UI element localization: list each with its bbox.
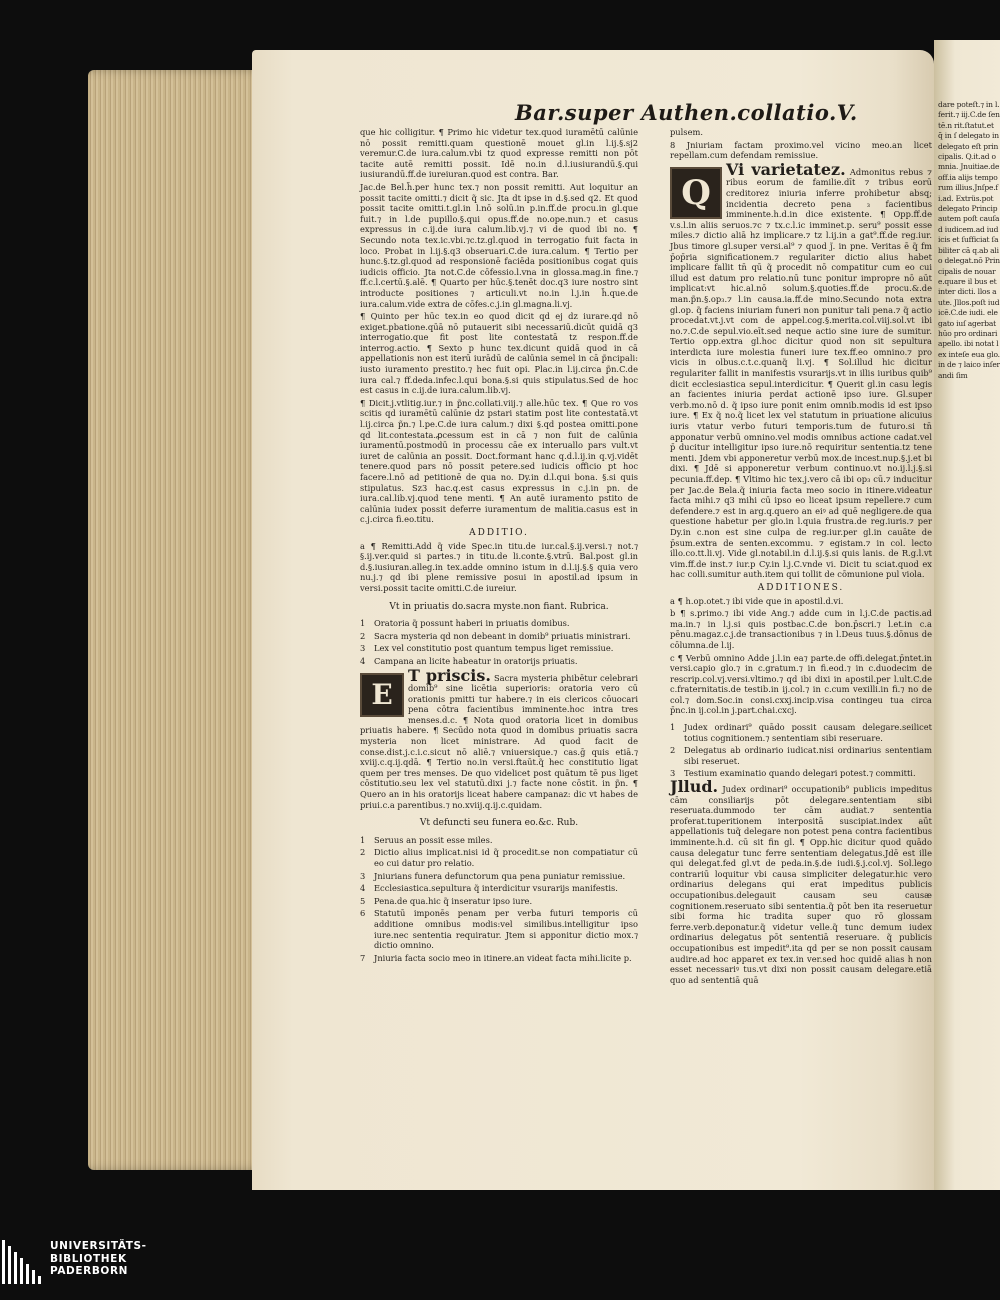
- summary-item: 1 Oratoria q̃ possunt haberi in priuatis domibus.: [360, 618, 570, 629]
- library-name-line: BIBLIOTHEK: [50, 1252, 127, 1265]
- right-text-column: [670, 127, 932, 987]
- section-body: [360, 665, 639, 811]
- rubric-heading: Vt in priuatis do.sacra myste.non fiant. Rubrica.: [389, 601, 609, 612]
- paragraph: Jac.de Bel.h̃.per hunc tex.⁊ non possit remitti. Aut loquitur an possit tacite omitti.⁊ dicit q̃ sic. Jta dt ipse in d.§.sed q2. Et quod possit tacite omitti.t.gl.in l.nō solū.in p.in.ff.de procu.in gl.que fuit.⁊ in l.de pupillo.§.qui opus.ff.de no.ope.nun.⁊ et casus expressus in c.ij.de iura calum.lib.vj.⁊ vi de quod ibi no. ¶ Secundo nota tex.ic.vbi.⁊c.tz.gl.quod in terrogatio fuit facta in loco. Probat in l.ij.§.q3 obseruari.C.de iura.calum. ¶ Tertio per hunc.§.tz.gl.quod ad responsionē faciēda positionibus cogat quis iudicis officio. Jta not.C.de cōfessio.l.vna in glossa.mag.in fine.⁊ ff.c.l.certū.§.alē. ¶ Quarto per hūc.§.tenēt doc.q3 iure nostro sint introducte positiones ⁊ articuli.vt no.in l.j.in h̃.que.de iura.calum.vide extra de cōfes.c.j.in gl.magna.li.vj.: [360, 181, 638, 309]
- summary-item: 4 Ecclesiastica.sepultura q̃ interdicitur vsurarijs manifestis.: [360, 883, 618, 894]
- paragraph: que hic colligitur. ¶ Primo hic videtur tex.quod iuramētū calūnie nō possit remitti.quam questionē mouet gl.in l.ij.§.sj2 veremur.C.de iura.calum.vbi tz quod expresse remitti non pōt tacite autē remitti possit. Idē no.in d.l.iusiurandū.§.qui iusiurandū.ff.de iureiuran.quod est contra. Bar.: [360, 127, 638, 180]
- summary-list-2: [360, 835, 638, 964]
- additions-heading: ADDITIONES.: [757, 582, 845, 593]
- summary-item: 2 Delegatus ab ordinario iudicat.nisi ordinarius sententiam sibi reseruet.: [670, 745, 932, 766]
- summary-item: 1 Seruus an possit esse miles.: [360, 834, 493, 845]
- opening-word: Vi varietatez.: [726, 159, 846, 179]
- right-page-text: dare poteſt.⁊ in l. ferit.⁊ iij.C.de ſentē.n rit.ſtatut.et q̃ in ſ delegato in delegato eſt principalis. Q.it.ad omnia. Jnuitiae.de off.ia alijs temporum illius.Jnſpe.fi.ad. Extrüs.pot delegato Princip autem poſt cauſa d iudicem.ad iudicis et ſufficiat ſabiliter cā q.ab alio delegat.nō Principalis de nouare.quare il bus et inter dicti. llos aute. Jllos.poſt iudicē.C.de iudi. elegato iuſ agerbat hūo pro ordinari apello. ibi notat lex inteſe eua glo.in de ⁊ laico inſerandi ſim: [938, 100, 1000, 380]
- body-text: Admonitus rebus ⁊ ribus eorum de familie.dīt ⁊ tribus eorū creditorez iniuria inferre prohibetur absq; incidentia decreto pena ₃ facientibus imminente.h.d.in dice existente. ¶ Opp.ff.de v.s.l.in aliis seruos.⁊c ⁊ tx.c.l.ic imminet.p. seru⁹ possit esse miles.⁊ dictio aliā hz implicare.⁊ tz l.ij.in a gat⁹.ff.de reg.iur. Jbus timore gl.super versi.al⁹ ⁊ quod j̃. in pne. Veritas ē q̃ fm p̄op̄ria significationem.⁊ regulariter dictio alius habet implicare fallit tn̄ qū q̃ procedit nō compatitur cum eo cui illud est datum pro relatio.nū tunc ponitur impropre nō aūt implicat:vt hic.al.nō solum.§.quoties.ff.de procu.&.de man.p̃n.§.op₃.⁊ l.in causa.ia.ff.de mino.Secundo nota extra gl.op. q̃ faciens iniuriam funeri non punitur tali pena.⁊ q̃ actio procedat.vt.j.vt com de appel.cog.§.merita.col.viij.sol.vt ibi no.⁊.C.de sepul.vio.eīt.sed neque actio sine iure de sumitur. Tertio opp.extra gl.hoc dicitur quod non sit sepultura interdicta iure molestia funeri iure tex.ff.eo omnino.⁊ pro vicis in olbus.c.t.c.quanq̃ li.vj. ¶ Sol.illud hic dicitur regulariter fallit in manifestis vsurarijs.vt in illis iuribus quib⁹ dicit ecclesiastica sepul.interdicitur. ¶ Querit gl.in casu legis an facientes iniuria perdat actionē ipso iure. Gl.super verb.mo.nō d. q̃ ipso iure ponit enim omnib.modis id est ipso iure. ¶ Ex q̃ no.q̃ licet lex vel statutum in priuatione alicuius iuris vtatur verbo futuri temporis.tum de futuro.si tn̄ apponatur verbū omnino.vel modis omnibus actione cadat.vel p̄ ducitur intelligitur ipso iure.nō requiritur sententia.tz tene menti. Jdem vbi apponeretur verbū mox.de incest.nup.§.j.et bi dixi. ¶ Jdē si apponeretur verbum continuo.vt no.ij.l.j.§.si pecunia.ff.dep. ¶ Vltimo hic tex.j.vero cā ibi op₃ cū.⁊ inducitur per Jac.de Bela.q̃ iniuria facta meo socio in itinere.videatur facta mihi.⁊ q3 mihi cū ipso eo liceat ipsum repellere.⁊ cum defendere.⁊ est in arg.q.quero an eiꝰ ad quē negligere.de qua questione habetur per glo.in l.quia frustra.de reg.iuris.⁊ per Dy.in c.non est sine culpa de reg.iur.per gl.in cauāte de p̄sum.extra de senten.excommu. ⁊ egistam.⁊ in col. lecto illo.co.tt.li.vj. Vide gl.notabil.in d.l.ij.§.si quis lanis. de R.g.l.vt vim.ff.de inst.⁊ iur.p Cy.in l.j.C.vnde vi. Dicit tu sciat.quod ex hac colli.sumitur auth.item qui tollit de cōmunione pul viola.: [670, 166, 932, 580]
- summary-item: 3 Lex vel constitutio post quantum tempus liget remissiue.: [360, 643, 614, 654]
- summary-item: 7 Jniuria facta socio meo in itinere.an videat facta mihi.licite p.: [360, 952, 632, 963]
- summary-list: [360, 618, 638, 666]
- right-page: [934, 40, 1000, 1190]
- summary-list: [670, 722, 932, 779]
- library-name-line: UNIVERSITÄTS-: [50, 1240, 147, 1252]
- summary-item: 5 Pena.de qua.hic q̃ inseratur ipso iure.: [360, 895, 533, 906]
- summary-item: 2 Sacra mysteria qd non debeant in domib⁹ priuatis ministrari.: [360, 630, 631, 641]
- summary-item: 3 Jniurians funera defunctorum qua pena puniatur remissiue.: [360, 870, 626, 881]
- library-name: [50, 1240, 147, 1278]
- section-body: [670, 777, 932, 985]
- addition-heading: ADDITIO.: [469, 527, 529, 538]
- library-logo-icon: [0, 1238, 46, 1284]
- paragraph: pulsem.: [670, 127, 703, 137]
- summary-item: 3 Testium examinatio quando delegari potest.⁊ committi.: [670, 768, 916, 779]
- running-header: Bar.super Authen.collatio.V.: [515, 100, 858, 125]
- paragraph: ¶ Dicit.j.vtlitig.iur.⁊ in p̃nc.collati.viij.⁊ alle.hūc tex. ¶ Que ro vos scitis qd iuramētū calūnie dz pstari statim post lite contestatā.vt l.ij.circa p̃n.⁊ l.pe.C.de iura calum.⁊ dixi §.qd postea omitti.pone qd lit.contestata.ꝓcessum est in cā ⁊ non fuit de calūnia iuramentū.postmodū in processu cāe ex interuallo pars vult.vt iuret de calūnia an possit. Doct.formant hanc q.d.l.ij.in q.vj.vidēt tenere.quod pars nō possit petere.sed iudicis officio pt hoc facere.l.nō ad petitionē de qua no. Dy.in d.l.qui bona. §.si quis stipulatus. Sz3 hac.q.est casus expressus in c.j.in pn. de iura.cal.lib.vj.quod tene menti. ¶ An autē iuramento pstito de calūnia iudex possit deferre iuramentum de malitia.casus est in c.j.circa fi.eo.titu.: [360, 397, 638, 525]
- library-name-line: PADERBORN: [50, 1265, 129, 1277]
- page-block-edge: [88, 70, 268, 1170]
- summary-item: 4 Campana an licite habeatur in oratorijs priuatis.: [360, 655, 578, 666]
- left-text-column: [360, 127, 638, 965]
- opening-word: Jllud.: [670, 777, 719, 797]
- opening-word: T priscis.: [408, 665, 491, 685]
- summary-item: 6 Statutū imponēs penam per verba futuri temporis cū additione omnibus modis:vel similibus.intelligitur ipso iure.nec sententia requiratur. Jtem si apponitur dictio mox.⁊ dictio omnino.: [360, 908, 638, 951]
- paragraph: 8 Jniuriam factam proximo.vel vicino meo.an licet repellam.cum defendam remissiue.: [670, 139, 932, 161]
- body-text: Judex ordinari⁹ occupationib⁹ publicis impeditus cām consiliarijs pōt delegare.sententiam sibi reseruata.dummodo ter cām audiat.⁊ sententia proferat.tuperitionem interpositā suscipiat.index aūt appellationis tuq̃ delegare non potest pena contra facientibus imminente.h.d. cū sit fin gl. ¶ Opp.hic dicitur quod quādo causa delegatur tunc ferre sententiam delegatus.Jdē est ille qui delegat.fed gl.vt de peda.in.§.de iudi.§.j.col.vj. Sol.lego contrariū loquitur vbi causa simpliciter delegatur.hic vero ordinarius delegans qui erat impeditus publicis occupationibus.delegauit causam seu causæ cognitionem.reseruato sibi sententia.q̃ pōt ben ita reseruetur sibi forma hic tradita super quo rō glossam ferre.verb.deponatur.q̃ videtur velle.q̃ tunc demum iudex ordinarius delegatus pōt sententiā reseruare. q̃ publicis occupationibus est impedit⁹.ita qd per se non possit causam audire.ad hoc apparet ex tex.in ver.sed hoc quidē alias h non esset necessariꝰ tus.vt dixi non possit causam delegare.etiā quo ad sententiā quā: [670, 784, 932, 985]
- summary-item: 1 Judex ordinari⁹ quādo possit causam delegare.seilicet totius cognitionem.⁊ sententiam sibi reseruare.: [670, 722, 932, 743]
- rubric-heading-2: Vt defuncti seu funera eo.&c. Rub.: [419, 818, 579, 829]
- paragraph: ¶ Quinto per hūc tex.in eo quod dicit qd ej dz iurare.qd nō exiget.pbatione.qūā nō putauerit sibi necessariū.dicūt quidā q3 interrogatio.que fit post lite contestatā tz respon.ff.de interrog.actio. ¶ Sexto p hunc tex.dicunt quidā quod in cā appellationis non est iterū iurādū de calūnia semel in cā p̃ncipali: iusto iuramento prestito.⁊ hec fuit opi. Plac.in l.ij.circa p̃n.C.de iura cal.⁊ ff.deda.infec.l.qui bona.§.si quis stipulatus.Sed de hoc est casus in c.ij.de iura.calum.lib.vj.: [360, 311, 638, 396]
- section-body: [670, 159, 932, 580]
- summary-item: 2 Dictio alius implicat.nisi id q̃ procedit.se non compatiatur cū eo cui datur pro relatio.: [360, 847, 638, 868]
- addition-item: b ¶ s.primo.⁊ ibi vide Ang.⁊ adde cum in l.j.C.de pactis.ad ma.in.⁊ in l.j.si quis postbac.C.de bon.p̄scri.⁊ l.et.in c.a pēnu.magaz.c.j.de transactionibus ⁊ in l.Deus tuus.§.dōnus de cōlumna.de l.ij.: [670, 608, 932, 650]
- decorated-initial: E: [360, 673, 404, 717]
- addition-text: a ¶ Remitti.Add q̃ vide Spec.in titu.de iur.cal.§.ij.versi.⁊ not.⁊ §.ij.ver.quid si partes.⁊ in titu.de li.conte.§.vtrū. Bal.post gl.in d.§.iusiuran.alleg.in tex.adde omnino istum in d.l.ij.§.§ quia vero nu.j.⁊ qd ibi plene remissive posui in apostil.ad ipsum in versi.possit tacite omitti.C.de iureiur.: [360, 540, 638, 593]
- decorated-initial: Q: [670, 167, 722, 219]
- addition-item: a ¶ h.op.otet.⁊ ibi vide que in apostil.d.vi.: [670, 595, 844, 606]
- addition-item: c ¶ Verbū omnino Adde j.l.in ea⁊ parte.de offi.delegat.p̄ntet.in versi.capio glo.⁊ in c.gratum.⁊ in fi.eod.⁊ in c.duodecim de rescrip.col.vj.versi.vltimo.⁊ qd ibi dixi in apostil.per l.ult.C.de c.fraternitatis.de testib.in ij.col.⁊ in c.cum vexilli.in fi.⁊ no de col.⁊ dom.Soc.in consi.cxxj.incip.visa contingeu tua circa p̄nc.in ij.col.in j.part.chai.cxcj.: [670, 652, 932, 716]
- body-text: Sacra mysteria phibētur celebrari domib⁹ sine licētia superioris: oratoria vero cū orationis pmitti tur habere.⁊ in eis clericos cōuocari pena cōtra facientibus imminente.hoc intra tres menses.d.c. ¶ Nota quod oratoria licet in domibus priuatis habere. ¶ Secūdo nota quod in domibus priuatis sacra mysteria non licet ministrare. Ad quod facit de conse.dist.j.c.i.c.sicut nō aliē.⁊ vniuersique.⁊ cas.ḡ quis etiā.⁊ xviij.c.q.ij.qdā. ¶ Tertio no.in versi.ftaūt.q̃ hec constitutio ligat quem per tres menses. De quo videlicet post quātum tē pus liget cōstitutio.seu lex vel statutū.dixi j.⁊ facte none cōstit. in p̃n. ¶ Quero an in his oratorijs liceat habere campanaz: dic vt habes de priui.c.a parentibus.⁊ no.xviij.q.ij.c.quidam.: [360, 672, 639, 810]
